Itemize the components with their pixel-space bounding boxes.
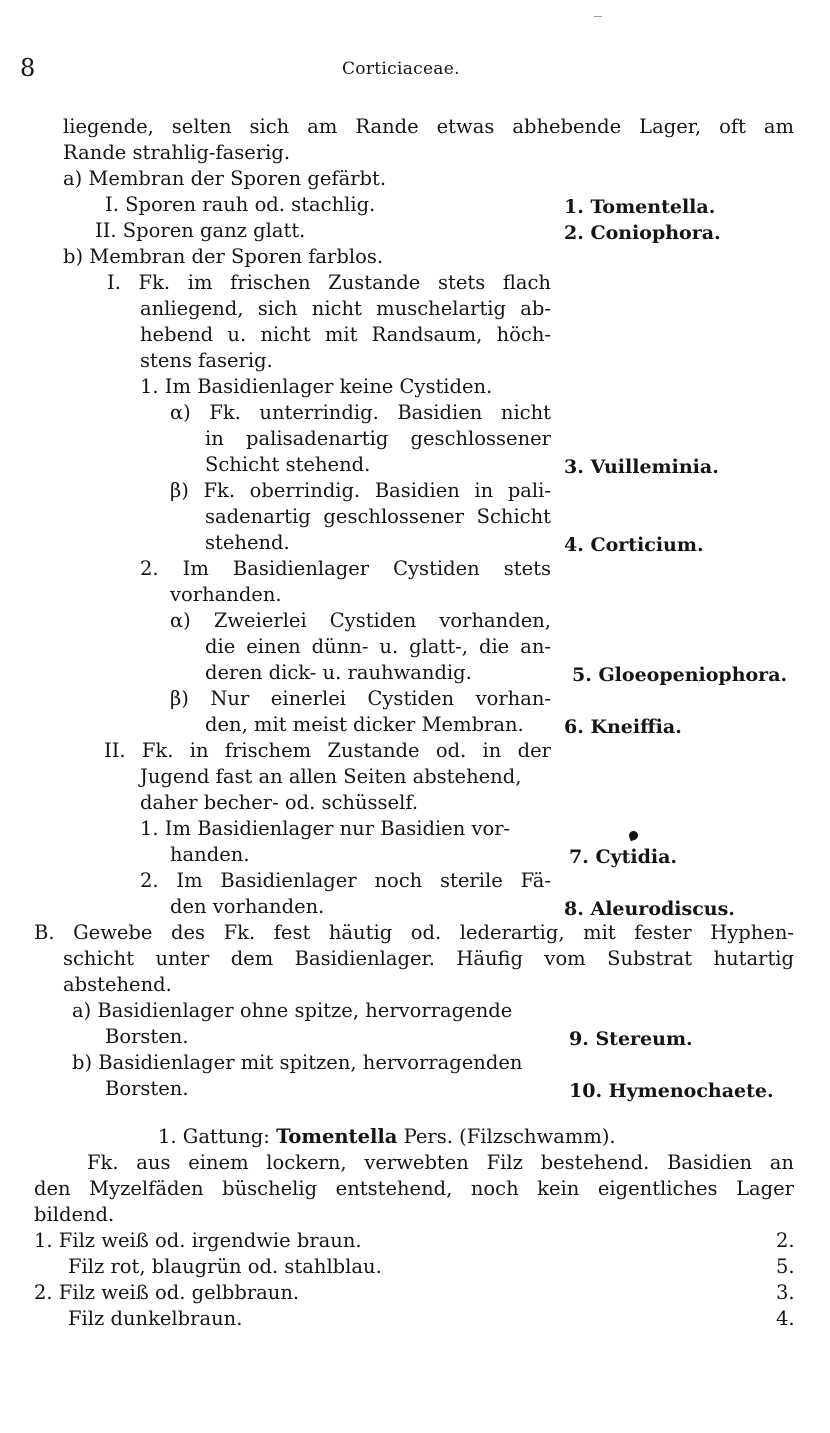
key-line: Rande strahlig-faserig.: [63, 141, 291, 164]
ink-blot-mark: [628, 830, 640, 842]
species-key-line: 2. Filz weiß od. gelbbraun.: [34, 1281, 300, 1304]
page-number: 8: [20, 54, 36, 82]
genus-heading: [158, 1124, 616, 1150]
species-key-line: Filz dunkelbraun.: [68, 1307, 243, 1330]
key-line: stens faserig.: [140, 349, 273, 372]
key-line: stehend.: [205, 531, 290, 554]
running-head: Corticiaceae.: [342, 59, 460, 79]
genus-ref: 6. Kneiffia.: [564, 716, 682, 738]
key-line: b) Basidienlager mit spitzen, hervorragenden: [72, 1051, 523, 1074]
genus-ref: 5. Gloeopeniophora.: [572, 664, 788, 686]
species-key-ref: 2.: [776, 1229, 795, 1252]
key-line: daher becher- od. schüsself.: [140, 791, 419, 814]
genus-heading-suffix: Pers. (Filzschwamm).: [403, 1125, 616, 1148]
print-speck: [594, 16, 602, 17]
genus-ref: 1. Tomentella.: [564, 196, 716, 218]
key-line: anliegend, sich nicht muschelartig ab-: [140, 297, 551, 320]
species-key-ref: 3.: [776, 1281, 795, 1304]
key-line: vorhanden.: [170, 583, 282, 606]
key-line: Borsten.: [105, 1077, 189, 1100]
genus-ref: 2. Coniophora.: [564, 222, 721, 244]
key-line: I. Sporen rauh od. stachlig.: [105, 193, 376, 216]
key-line: Schicht stehend.: [205, 453, 371, 476]
key-line: schicht unter dem Basidienlager. Häufig vom Substrat hutartig: [63, 947, 794, 970]
key-line: 2. Im Basidienlager noch sterile Fä-: [140, 869, 551, 892]
genus-description: Fk. aus einem lockern, verwebten Filz bestehend. Basidien an: [87, 1151, 794, 1174]
key-line: B. Gewebe des Fk. fest häutig od. lederartig, mit fester Hyphen-: [34, 921, 794, 944]
key-line: 2. Im Basidienlager Cystiden stets: [140, 557, 551, 580]
species-key-ref: 5.: [776, 1255, 795, 1278]
species-key-ref: 4.: [776, 1307, 795, 1330]
genus-ref: 7. Cytidia.: [569, 846, 678, 868]
key-line: den, mit meist dicker Membran.: [205, 713, 524, 736]
species-key-line: 1. Filz weiß od. irgendwie braun.: [34, 1229, 362, 1252]
key-line: I. Fk. im frischen Zustande stets flach: [107, 271, 551, 294]
key-line: die einen dünn- u. glatt-, die an-: [205, 635, 551, 658]
key-line: handen.: [170, 843, 250, 866]
genus-ref: 9. Stereum.: [569, 1028, 693, 1050]
key-line: α) Zweierlei Cystiden vorhanden,: [170, 609, 551, 632]
key-line: 1. Im Basidienlager nur Basidien vor-: [140, 817, 511, 840]
genus-ref: 3. Vuilleminia.: [564, 456, 719, 478]
key-line: II. Fk. in frischem Zustande od. in der: [104, 739, 551, 762]
species-key-line: Filz rot, blaugrün od. stahlblau.: [68, 1255, 382, 1278]
key-line: II. Sporen ganz glatt.: [95, 219, 306, 242]
key-line: b) Membran der Sporen farblos.: [63, 245, 384, 268]
key-line: a) Basidienlager ohne spitze, hervorragende: [72, 999, 513, 1022]
key-line: sadenartig geschlossener Schicht: [205, 505, 551, 528]
key-line: β) Nur einerlei Cystiden vorhan-: [170, 687, 551, 710]
genus-description: den Myzelfäden büschelig entstehend, noch kein eigentliches Lager: [34, 1177, 794, 1200]
key-line: β) Fk. oberrindig. Basidien in pali-: [170, 479, 551, 502]
key-line: 1. Im Basidienlager keine Cystiden.: [140, 375, 493, 398]
key-line: hebend u. nicht mit Randsaum, höch-: [140, 323, 551, 346]
genus-ref: 4. Corticium.: [564, 534, 704, 556]
key-line: den vorhanden.: [170, 895, 325, 918]
key-line: abstehend.: [63, 973, 172, 996]
key-line: α) Fk. unterrindig. Basidien nicht: [170, 401, 551, 424]
key-line: Jugend fast an allen Seiten abstehend,: [140, 765, 522, 788]
key-line: liegende, selten sich am Rande etwas abhebende Lager, oft am: [63, 115, 794, 138]
genus-description: bildend.: [34, 1203, 115, 1226]
genus-heading-prefix: 1. Gattung:: [158, 1125, 270, 1148]
key-line: deren dick- u. rauhwandig.: [205, 661, 472, 684]
genus-ref: 8. Aleurodiscus.: [564, 898, 735, 920]
key-line: in palisadenartig geschlossener: [205, 427, 551, 450]
key-line: Borsten.: [105, 1025, 189, 1048]
genus-heading-name: Tomentella: [276, 1125, 398, 1148]
genus-ref: 10. Hymenochaete.: [569, 1080, 774, 1102]
key-line: a) Membran der Sporen gefärbt.: [63, 167, 387, 190]
